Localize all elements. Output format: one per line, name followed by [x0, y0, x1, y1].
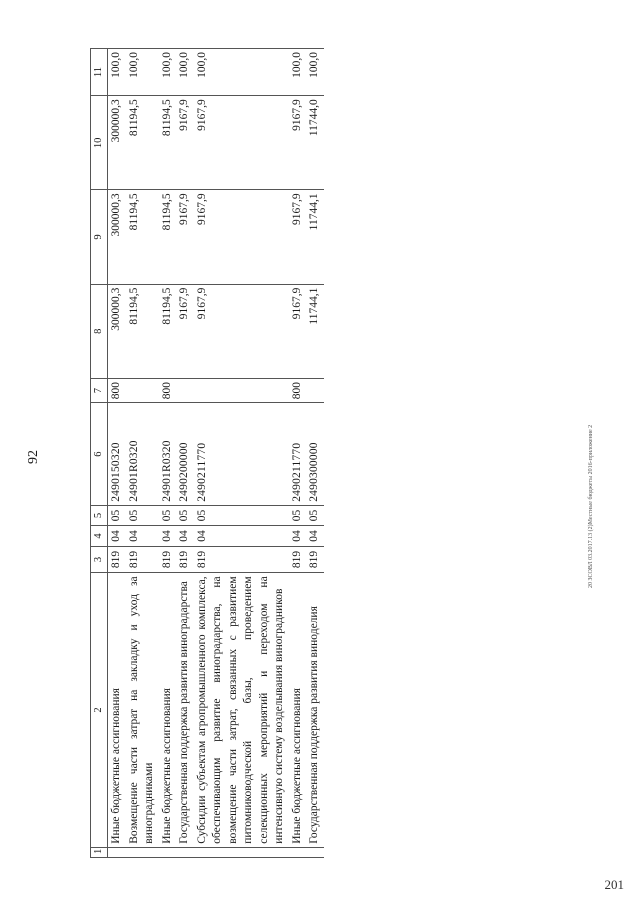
value-col-10: 9167,9 — [289, 96, 307, 190]
sheet-number: 201 — [604, 877, 624, 892]
subsection-code: 05 — [159, 505, 177, 525]
value-col-9: 11744,1 — [306, 190, 324, 284]
target-article-code: 2490200000 — [176, 403, 194, 505]
value-col-9: 81194,5 — [159, 190, 177, 284]
target-article-code: 2490211770 — [194, 403, 289, 505]
value-col-9: 9167,9 — [194, 190, 289, 284]
section-code: 04 — [108, 526, 126, 546]
percent-col-11: 100,0 — [176, 49, 194, 96]
subsection-code: 05 — [176, 505, 194, 525]
section-code: 04 — [194, 526, 289, 546]
row-description: Иные бюджетные ассигнования — [108, 573, 126, 847]
table-row — [306, 49, 324, 858]
column-header: 1 — [91, 847, 108, 857]
value-col-10: 81194,5 — [159, 96, 177, 190]
subsection-code: 05 — [126, 505, 159, 525]
target-article-code: 2490150320 — [108, 403, 126, 505]
table-row — [289, 49, 307, 858]
subsection-code: 05 — [306, 505, 324, 525]
percent-col-11: 100,0 — [159, 49, 177, 96]
value-col-8: 300000,3 — [108, 284, 126, 378]
table-row — [159, 49, 177, 858]
expense-type-code: 800 — [159, 378, 177, 403]
column-header: 3 — [91, 546, 108, 573]
section-code: 04 — [176, 526, 194, 546]
expense-type-code — [194, 378, 289, 403]
ministry-code: 819 — [289, 546, 307, 573]
target-article-code: 24901R0320 — [159, 403, 177, 505]
table-header-row — [91, 49, 108, 858]
percent-col-11: 100,0 — [126, 49, 159, 96]
table-row — [108, 49, 126, 858]
budget-table — [90, 48, 324, 858]
value-col-8: 9167,9 — [289, 284, 307, 378]
value-col-10: 9167,9 — [194, 96, 289, 190]
row-description: Субсидии субъектам агропромышленного комплекса, обеспечивающим развитие виноградарства, на возмещение части затрат, связанных с развитием питомниководческой базы, проведением селекционных мероприятий и переходом на интенсивную систему возделывания виноградников — [194, 573, 289, 847]
ministry-code: 819 — [159, 546, 177, 573]
percent-col-11: 100,0 — [108, 49, 126, 96]
column-header: 7 — [91, 378, 108, 403]
section-code: 04 — [306, 526, 324, 546]
expense-type-code: 800 — [289, 378, 307, 403]
percent-col-11: 100,0 — [194, 49, 289, 96]
value-col-9: 300000,3 — [108, 190, 126, 284]
value-col-8: 81194,5 — [159, 284, 177, 378]
section-code: 04 — [159, 526, 177, 546]
ministry-code: 819 — [126, 546, 159, 573]
section-code: 04 — [289, 526, 307, 546]
expense-type-code: 800 — [108, 378, 126, 403]
budget-table-container — [90, 48, 580, 858]
value-col-10: 81194,5 — [126, 96, 159, 190]
ministry-code: 819 — [194, 546, 289, 573]
table-row — [176, 49, 194, 858]
column-header: 2 — [91, 573, 108, 847]
expense-type-code — [176, 378, 194, 403]
target-article-code: 2490211770 — [289, 403, 307, 505]
target-article-code: 2490300000 — [306, 403, 324, 505]
value-col-8: 81194,5 — [126, 284, 159, 378]
footer-document-code: 20 ЗСОВЛ 03.2017.13 (2)Местные бюджеты 2016-приложение 2 — [588, 424, 594, 588]
column-header: 4 — [91, 526, 108, 546]
percent-col-11: 100,0 — [289, 49, 307, 96]
row-description: Иные бюджетные ассигнования — [289, 573, 307, 847]
percent-col-11: 100,0 — [306, 49, 324, 96]
target-article-code: 24901R0320 — [126, 403, 159, 505]
row-description: Государственная поддержка развития виноделия — [306, 573, 324, 847]
expense-type-code — [126, 378, 159, 403]
column-header: 9 — [91, 190, 108, 284]
ministry-code: 819 — [108, 546, 126, 573]
column-header: 8 — [91, 284, 108, 378]
page-number: 92 — [26, 450, 41, 464]
expense-type-code — [306, 378, 324, 403]
subsection-code: 05 — [108, 505, 126, 525]
row-description: Государственная поддержка развития виноградарства — [176, 573, 194, 847]
value-col-8: 9167,9 — [194, 284, 289, 378]
row-description: Возмещение части затрат на закладку и уход за виноградниками — [126, 573, 159, 847]
column-header: 11 — [91, 49, 108, 96]
value-col-8: 9167,9 — [176, 284, 194, 378]
table-row — [126, 49, 159, 858]
value-col-10: 300000,3 — [108, 96, 126, 190]
ministry-code: 819 — [306, 546, 324, 573]
value-col-10: 11744,0 — [306, 96, 324, 190]
section-code: 04 — [126, 526, 159, 546]
value-col-8: 11744,1 — [306, 284, 324, 378]
value-col-9: 81194,5 — [126, 190, 159, 284]
subsection-code: 05 — [289, 505, 307, 525]
table-row — [194, 49, 289, 858]
column-header: 5 — [91, 505, 108, 525]
ministry-code: 819 — [176, 546, 194, 573]
column-header: 6 — [91, 403, 108, 505]
row-description: Иные бюджетные ассигнования — [159, 573, 177, 847]
value-col-10: 9167,9 — [176, 96, 194, 190]
value-col-9: 9167,9 — [289, 190, 307, 284]
value-col-9: 9167,9 — [176, 190, 194, 284]
column-header: 10 — [91, 96, 108, 190]
subsection-code: 05 — [194, 505, 289, 525]
